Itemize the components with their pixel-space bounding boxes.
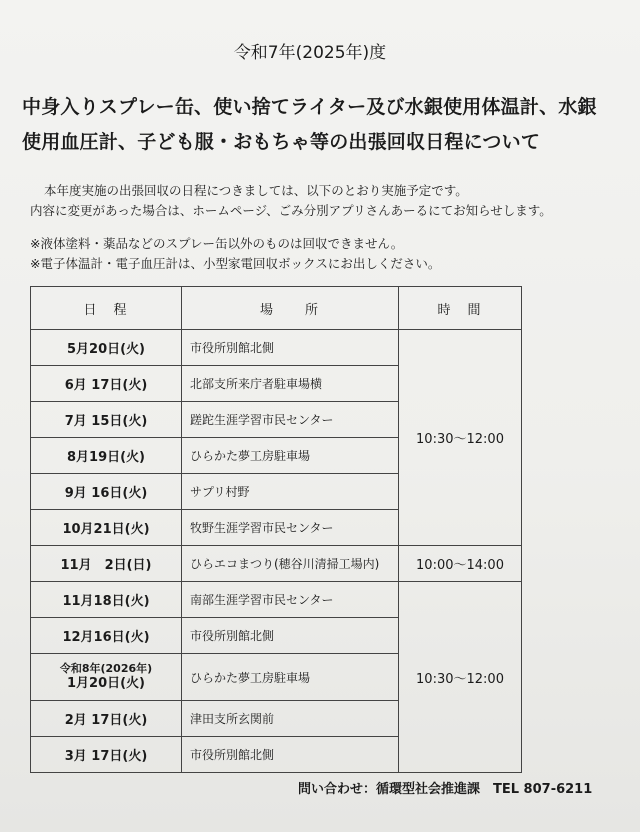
row-place: ひらかた夢工房駐車場	[182, 654, 399, 701]
row-place: 市役所別館北側	[182, 618, 399, 654]
table-row	[31, 330, 522, 366]
row-place: 市役所別館北側	[182, 737, 399, 773]
row-date: 10月21日(火)	[31, 510, 182, 546]
row-place: ひらエコまつり(穂谷川清掃工場内)	[182, 546, 399, 582]
row-place: ひらかた夢工房駐車場	[182, 438, 399, 474]
contact-info: 問い合わせ：循環型社会推進課 TEL 807-6211	[298, 782, 593, 797]
schedule-table	[30, 286, 522, 773]
note-2: ※電子体温計・電子血圧計は、小型家電回収ボックスにお出しください。	[30, 256, 441, 271]
headline-line-1: 中身入りスプレー缶、使い捨てライター及び水銀使用体温計、水銀	[22, 96, 597, 118]
header-time: 時 間	[399, 287, 522, 330]
row-place: 市役所別館北側	[182, 330, 399, 366]
year-title: 令和7年(2025年)度	[233, 43, 387, 63]
row-date: 9月 16日(火)	[31, 474, 182, 510]
header-date: 日 程	[31, 287, 182, 330]
row-place: 南部生涯学習市民センター	[182, 582, 399, 618]
row-era: 令和8年(2026年)	[59, 662, 153, 675]
row-date: 5月20日(火)	[31, 330, 182, 366]
row-date: 8月19日(火)	[31, 438, 182, 474]
note-1: ※液体塗料・薬品などのスプレー缶以外のものは回収できません。	[30, 236, 404, 251]
row-date: 2月 17日(火)	[31, 701, 182, 737]
table-row	[31, 546, 522, 582]
row-place: 蹉跎生涯学習市民センター	[182, 402, 399, 438]
row-date: 11月 2日(日)	[31, 546, 182, 582]
row-place: 津田支所玄関前	[182, 701, 399, 737]
row-date: 3月 17日(火)	[31, 737, 182, 773]
time-slot-1: 10:30～12:00	[399, 330, 522, 546]
table-header-row	[31, 287, 522, 330]
intro-line-2: 内容に変更があった場合は、ホームページ、ごみ分別アプリさんあーるにてお知らせします。	[30, 203, 552, 218]
row-date: 11月18日(火)	[31, 582, 182, 618]
row-date	[31, 654, 182, 701]
row-date-text: 1月20日(火)	[66, 676, 146, 691]
intro-line-1: 本年度実施の出張回収の日程につきましては、以下のとおり実施予定です。	[44, 183, 468, 198]
header-place: 場 所	[182, 287, 399, 330]
table-row	[31, 582, 522, 618]
notes	[30, 234, 620, 274]
row-place: 牧野生涯学習市民センター	[182, 510, 399, 546]
row-place: サプリ村野	[182, 474, 399, 510]
row-date: 12月16日(火)	[31, 618, 182, 654]
row-place: 北部支所来庁者駐車場横	[182, 366, 399, 402]
time-slot-3: 10:30～12:00	[399, 582, 522, 773]
time-slot-2: 10:00～14:00	[399, 546, 522, 582]
headline	[22, 90, 622, 160]
headline-line-2: 使用血圧計、子ども服・おもちゃ等の出張回収日程について	[22, 131, 541, 153]
row-date: 7月 15日(火)	[31, 402, 182, 438]
row-date: 6月 17日(火)	[31, 366, 182, 402]
intro-text	[30, 181, 620, 221]
